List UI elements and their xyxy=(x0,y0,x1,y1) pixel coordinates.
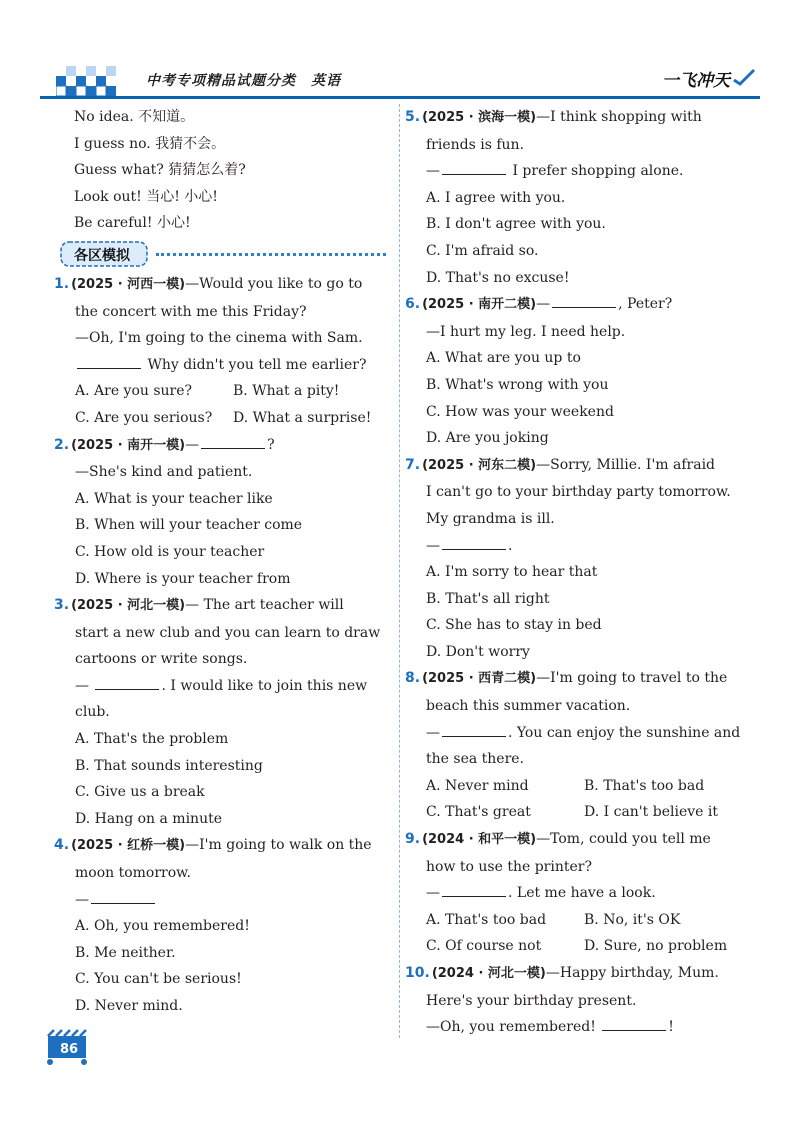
option-d[interactable]: D. Are you joking xyxy=(426,430,549,447)
option-c[interactable]: C. Of course not xyxy=(426,938,542,955)
answer-blank[interactable] xyxy=(442,162,506,175)
question-source: (2024 · 和平一模) xyxy=(422,832,537,848)
book-series-logo-icon xyxy=(56,62,128,96)
question-line: beach this summer vacation. xyxy=(426,698,631,715)
option-b[interactable]: B. That's too bad xyxy=(584,777,705,794)
question-stem: —I'm going to walk on the xyxy=(185,837,372,854)
question-stem: —Tom, could you tell me xyxy=(536,831,711,848)
question-number: 7. xyxy=(405,456,421,473)
option-c[interactable]: C. That's great xyxy=(426,804,531,821)
question-stem: —Would you like to go to xyxy=(185,275,363,292)
page-number: 86 xyxy=(60,1042,79,1057)
option-a[interactable]: A. What is your teacher like xyxy=(75,490,273,507)
blank-prefix: — xyxy=(75,677,89,694)
question-source: (2025 · 红桥一模) xyxy=(71,838,186,854)
phrase-item: No idea. 不知道。 xyxy=(74,109,195,125)
option-b[interactable]: B. That sounds interesting xyxy=(75,757,263,774)
answer-blank[interactable] xyxy=(77,356,141,369)
question-6 xyxy=(405,291,745,452)
question-3 xyxy=(54,592,384,832)
blank-prefix: — xyxy=(426,163,440,180)
question-line: the sea there. xyxy=(426,751,524,768)
question-source: (2025 · 河东二模) xyxy=(422,457,537,473)
blank-prefix: —Oh, you remembered! xyxy=(426,1019,596,1036)
question-stem: — xyxy=(185,436,200,453)
question-number: 9. xyxy=(405,831,421,848)
column-divider xyxy=(399,104,400,1038)
option-c[interactable]: C. Are you serious? xyxy=(75,409,213,426)
option-c[interactable]: C. She has to stay in bed xyxy=(426,617,602,634)
option-b[interactable]: B. That's all right xyxy=(426,590,550,607)
question-number: 10. xyxy=(405,965,430,981)
option-d[interactable]: D. Where is your teacher from xyxy=(75,570,291,587)
question-10 xyxy=(405,960,745,1041)
question-stem-end: ? xyxy=(267,436,275,453)
question-line: . You can enjoy the sunshine and xyxy=(508,724,741,741)
option-d[interactable]: D. Sure, no problem xyxy=(584,938,728,955)
right-column xyxy=(405,104,745,1041)
option-c[interactable]: C. You can't be serious! xyxy=(75,971,242,988)
question-9 xyxy=(405,826,745,960)
question-line: I prefer shopping alone. xyxy=(512,163,684,180)
option-b[interactable]: B. Me neither. xyxy=(75,944,176,961)
question-stem: —I think shopping with xyxy=(536,109,702,125)
blank-prefix: — xyxy=(426,537,440,554)
question-4 xyxy=(54,832,384,1019)
question-1 xyxy=(54,271,384,432)
option-a[interactable]: A. That's too bad xyxy=(426,911,547,928)
question-line: moon tomorrow. xyxy=(75,865,191,882)
phrase-item: Be careful! 小心! xyxy=(74,215,191,232)
question-stem: — The art teacher will xyxy=(185,597,344,614)
answer-blank[interactable] xyxy=(442,884,506,897)
question-line: My grandma is ill. xyxy=(426,510,555,527)
question-line: friends is fun. xyxy=(426,136,525,153)
question-line: how to use the printer? xyxy=(426,858,592,875)
left-column xyxy=(54,104,384,1020)
question-source: (2025 · 滨海一模) xyxy=(422,110,537,125)
option-b[interactable]: B. What's wrong with you xyxy=(426,376,609,393)
blank-prefix: — xyxy=(75,891,89,908)
section-heading xyxy=(60,241,384,267)
question-line: start a new club and you can learn to draw xyxy=(75,624,381,641)
question-5 xyxy=(405,104,745,291)
option-a[interactable]: A. I agree with you. xyxy=(426,189,566,206)
question-2 xyxy=(54,432,384,593)
question-line: club. xyxy=(75,704,110,721)
option-d[interactable]: D. Hang on a minute xyxy=(75,810,222,827)
header-rule xyxy=(40,96,760,99)
question-line: —Oh, I'm going to the cinema with Sam. xyxy=(75,330,363,347)
option-a[interactable]: A. Oh, you remembered! xyxy=(75,918,250,935)
answer-blank[interactable] xyxy=(91,891,155,904)
question-stem: —I'm going to travel to the xyxy=(536,670,728,687)
answer-blank[interactable] xyxy=(442,724,506,737)
question-source: (2025 · 西青二模) xyxy=(422,671,537,687)
option-d[interactable]: D. Never mind. xyxy=(75,998,183,1014)
question-number: 4. xyxy=(54,837,70,854)
question-line: cartoons or write songs. xyxy=(75,651,248,668)
option-c[interactable]: C. How was your weekend xyxy=(426,403,614,420)
answer-blank[interactable] xyxy=(552,295,616,308)
question-source: (2025 · 河北一模) xyxy=(71,598,186,614)
question-number: 1. xyxy=(54,275,70,292)
option-d[interactable]: D. That's no excuse! xyxy=(426,269,570,286)
phrase-item: Guess what? 猜猜怎么着? xyxy=(74,162,246,179)
answer-blank[interactable] xyxy=(201,436,265,449)
question-source: (2025 · 南开一模) xyxy=(71,437,186,453)
brand-name xyxy=(662,66,730,91)
question-line: —I hurt my leg. I need help. xyxy=(426,323,626,340)
question-line: the concert with me this Friday? xyxy=(75,303,307,320)
option-b[interactable]: B. What a pity! xyxy=(233,383,340,400)
question-7 xyxy=(405,452,745,666)
question-number: 2. xyxy=(54,436,70,453)
question-number: 6. xyxy=(405,296,421,313)
question-number: 8. xyxy=(405,670,421,687)
question-line: . Let me have a look. xyxy=(508,885,656,902)
section-title: 各区模拟 xyxy=(74,247,130,264)
option-c[interactable]: C. Give us a break xyxy=(75,784,205,801)
blank-prefix: — xyxy=(426,885,440,902)
option-a[interactable]: A. I'm sorry to hear that xyxy=(426,564,598,581)
question-stem: —Happy birthday, Mum. xyxy=(545,965,719,981)
option-b[interactable]: B. No, it's OK xyxy=(584,911,681,928)
phrase-list xyxy=(54,104,384,237)
question-source: (2024 · 河北一模) xyxy=(431,966,546,981)
question-number: 5. xyxy=(405,109,421,125)
option-c[interactable]: C. I'm afraid so. xyxy=(426,242,539,259)
section-dotted-rule xyxy=(156,253,386,256)
option-b[interactable]: B. When will your teacher come xyxy=(75,517,303,534)
option-a[interactable]: A. That's the problem xyxy=(75,731,229,748)
question-line: . xyxy=(508,537,513,554)
option-d[interactable]: D. What a surprise! xyxy=(233,409,372,426)
book-series-title: 中考专项精品试题分类 英语 xyxy=(146,73,341,89)
option-a[interactable]: A. What are you up to xyxy=(426,350,581,367)
question-stem: —Sorry, Millie. I'm afraid xyxy=(536,456,716,473)
option-a[interactable]: A. Are you sure? xyxy=(75,383,193,400)
option-d[interactable]: D. I can't believe it xyxy=(584,804,718,821)
option-b[interactable]: B. I don't agree with you. xyxy=(426,216,606,233)
answer-blank[interactable] xyxy=(602,1018,666,1031)
question-source: (2025 · 南开二模) xyxy=(422,297,537,313)
question-line: —She's kind and patient. xyxy=(75,464,253,481)
question-number: 3. xyxy=(54,597,70,614)
answer-blank[interactable] xyxy=(442,537,506,550)
answer-blank[interactable] xyxy=(95,677,159,690)
phrase-item: Look out! 当心! 小心! xyxy=(74,188,218,205)
question-8 xyxy=(405,665,745,826)
question-stem: — xyxy=(536,296,551,313)
option-a[interactable]: A. Never mind xyxy=(426,777,529,794)
question-line: . I would like to join this new xyxy=(161,677,368,694)
phrase-item: I guess no. 我猜不会。 xyxy=(74,135,226,152)
question-stem-end: , Peter? xyxy=(618,296,673,313)
question-line: Here's your birthday present. xyxy=(426,992,637,1009)
question-line: I can't go to your birthday party tomorrow. xyxy=(426,484,731,501)
brand-swoosh-icon xyxy=(732,68,756,86)
option-d[interactable]: D. Don't worry xyxy=(426,643,530,660)
question-line: Why didn't you tell me earlier? xyxy=(147,356,367,373)
question-source: (2025 · 河西一模) xyxy=(71,276,186,292)
blank-prefix: — xyxy=(426,724,440,741)
question-line: ! xyxy=(668,1019,674,1036)
option-c[interactable]: C. How old is your teacher xyxy=(75,543,265,560)
brand-text: 一飞冲天 xyxy=(662,71,730,91)
